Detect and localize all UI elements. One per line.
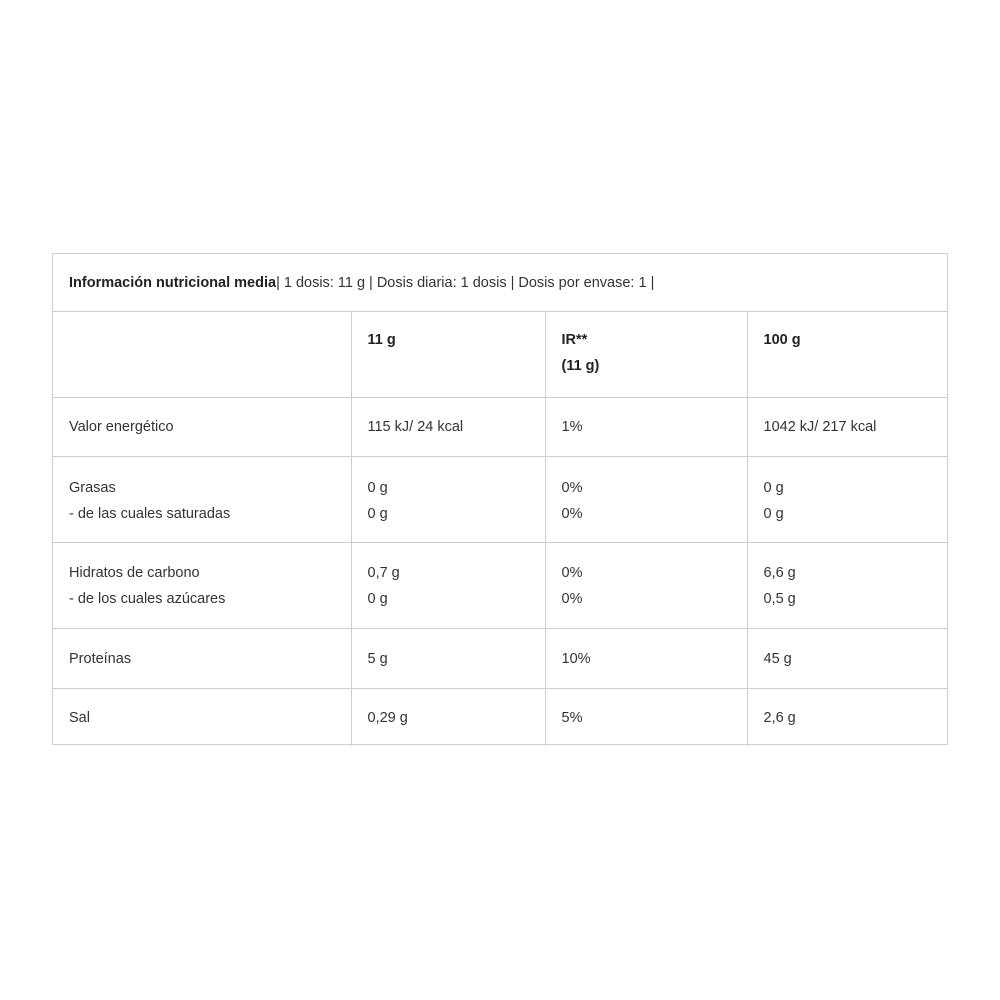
nutrition-panel — [52, 253, 948, 745]
title-details: | 1 dosis: 11 g | Dosis diaria: 1 dosis | Dosis por envase: 1 | — [276, 274, 655, 291]
row-value-100g: 1042 kJ/ 217 kcal — [747, 397, 947, 456]
row-label-sub: - de las cuales saturadas — [69, 505, 231, 522]
row-label: Valor energético — [53, 397, 351, 456]
value-main: 0% — [561, 479, 583, 496]
row-value-11g: 115 kJ/ 24 kcal — [351, 397, 545, 456]
nutrition-table — [53, 312, 947, 746]
value-main: 0 g — [367, 479, 388, 496]
value-sub: 0 g — [763, 505, 784, 522]
row-value-100g: 2,6 g — [763, 709, 796, 726]
row-label — [53, 542, 351, 628]
value-sub: 0% — [561, 505, 583, 522]
row-label — [53, 456, 351, 542]
row-value-100g — [747, 456, 947, 542]
value-main: 0% — [561, 564, 583, 581]
title-bold: Información nutricional media — [69, 274, 277, 291]
value-sub: 0 g — [367, 505, 388, 522]
header-cell-11g: 11 g — [351, 312, 545, 397]
row-value-100g — [747, 542, 947, 628]
table-row — [53, 397, 947, 456]
value-main: 0,7 g — [367, 564, 400, 581]
row-value-ir: 1% — [545, 397, 747, 456]
row-label-main: Hidratos de carbono — [69, 564, 200, 581]
value-main: 0 g — [763, 479, 784, 496]
row-value-11g: 0,29 g — [351, 688, 545, 746]
row-value-ir: 10% — [545, 628, 747, 688]
table-row — [53, 688, 947, 746]
value-sub: 0% — [561, 590, 583, 607]
row-value-ir: 5% — [545, 688, 747, 746]
header-cell-ir — [545, 312, 747, 397]
row-value-ir — [545, 456, 747, 542]
header-cell-100g: 100 g — [747, 312, 947, 397]
row-value-100g: 45 g — [747, 628, 947, 688]
nutrition-title — [53, 254, 947, 312]
row-value-ir — [545, 542, 747, 628]
header-ir-line2: (11 g) — [561, 358, 600, 374]
value-sub: 0,5 g — [763, 590, 796, 607]
row-value-11g: 5 g — [351, 628, 545, 688]
row-value-11g — [351, 456, 545, 542]
header-cell-label — [53, 312, 351, 397]
table-header-row — [53, 312, 947, 397]
table-row — [53, 542, 947, 628]
row-value-11g — [351, 542, 545, 628]
row-label-main: Grasas — [69, 479, 116, 496]
row-label: Sal — [53, 688, 351, 746]
header-ir-line1: IR** — [561, 332, 588, 348]
row-label: Proteínas — [53, 628, 351, 688]
value-main: 6,6 g — [763, 564, 796, 581]
table-row — [53, 628, 947, 688]
value-sub: 0 g — [367, 590, 388, 607]
table-row — [53, 456, 947, 542]
row-label-sub: - de los cuales azúcares — [69, 590, 226, 607]
